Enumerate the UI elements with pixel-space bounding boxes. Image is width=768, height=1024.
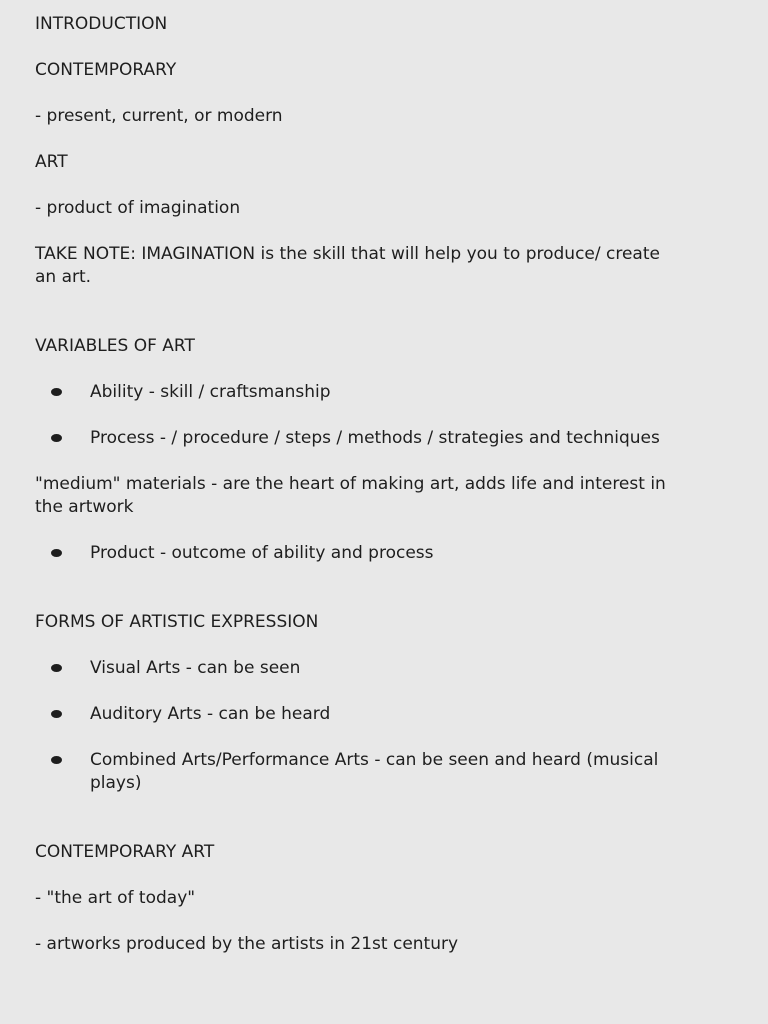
list-item bbox=[35, 427, 685, 450]
list-item bbox=[35, 657, 685, 680]
list-item-text: Combined Arts/Performance Arts - can be seen and heard (musical plays) bbox=[90, 750, 659, 793]
bullet-icon bbox=[51, 756, 62, 764]
contemporary-art-definition: - "the art of today" bbox=[35, 888, 196, 908]
list-item bbox=[35, 542, 685, 565]
list-item-text: Product - outcome of ability and process bbox=[90, 543, 434, 563]
variables-heading: VARIABLES OF ART bbox=[35, 336, 195, 356]
list-item bbox=[35, 381, 685, 404]
term-contemporary-definition: - present, current, or modern bbox=[35, 106, 283, 126]
bullet-icon bbox=[51, 388, 62, 396]
term-art: ART bbox=[35, 152, 68, 172]
contemporary-art-heading: CONTEMPORARY ART bbox=[35, 842, 215, 862]
list-item-text: Visual Arts - can be seen bbox=[90, 658, 301, 678]
intro-heading: INTRODUCTION bbox=[35, 14, 168, 34]
term-art-definition: - product of imagination bbox=[35, 198, 241, 218]
bullet-icon bbox=[51, 434, 62, 442]
bullet-icon bbox=[51, 664, 62, 672]
forms-heading: FORMS OF ARTISTIC EXPRESSION bbox=[35, 612, 319, 632]
list-item-text: Auditory Arts - can be heard bbox=[90, 704, 331, 724]
take-note-paragraph: TAKE NOTE: IMAGINATION is the skill that will help you to produce/ create an art. bbox=[35, 244, 660, 287]
list-item bbox=[35, 703, 685, 726]
contemporary-art-definition: - artworks produced by the artists in 21st century bbox=[35, 934, 459, 954]
bullet-icon bbox=[51, 710, 62, 718]
medium-note-paragraph: "medium" materials - are the heart of making art, adds life and interest in the artwork bbox=[35, 474, 666, 517]
list-item bbox=[35, 749, 685, 795]
term-contemporary: CONTEMPORARY bbox=[35, 60, 177, 80]
bullet-icon bbox=[51, 549, 62, 557]
list-item-text: Process - / procedure / steps / methods / strategies and techniques bbox=[90, 428, 660, 448]
list-item-text: Ability - skill / craftsmanship bbox=[90, 382, 331, 402]
